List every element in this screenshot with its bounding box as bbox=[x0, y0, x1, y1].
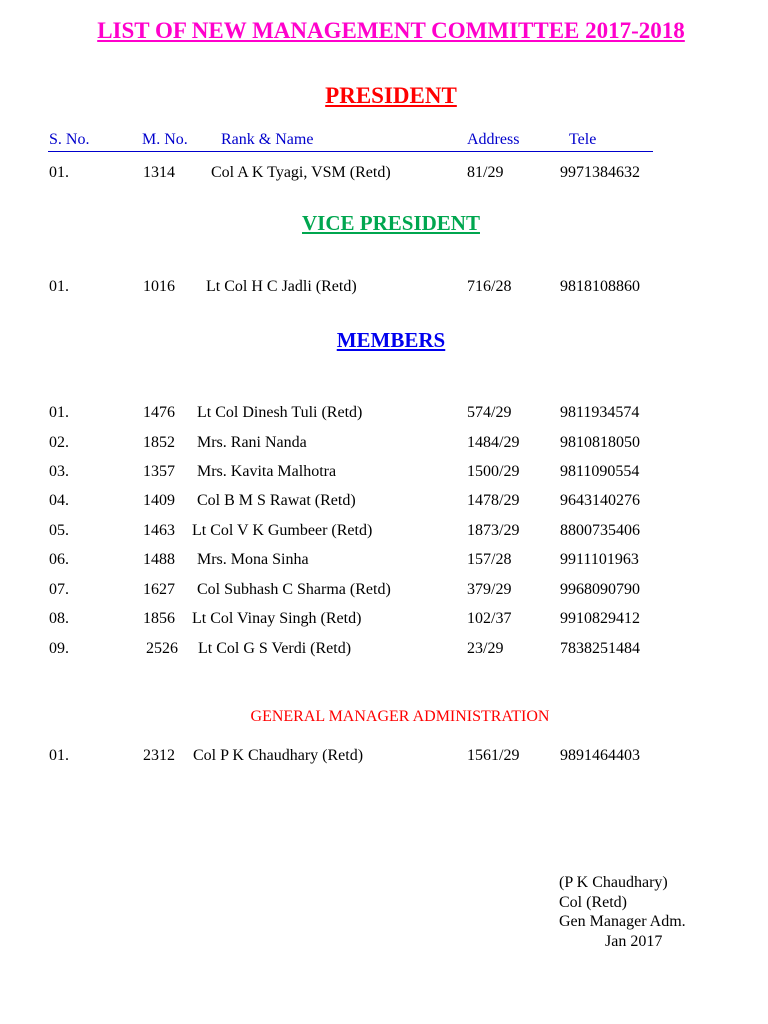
row-address: 716/28 bbox=[467, 278, 512, 295]
row-mno: 1852 bbox=[143, 434, 175, 451]
header-name: Rank & Name bbox=[221, 131, 314, 148]
row-address: 81/29 bbox=[467, 164, 504, 181]
row-sno: 01. bbox=[49, 164, 69, 181]
row-mno: 1476 bbox=[143, 404, 175, 421]
row-tele: 9810818050 bbox=[560, 434, 640, 451]
row-address: 23/29 bbox=[467, 640, 504, 657]
row-mno: 1314 bbox=[143, 164, 175, 181]
header-sno: S. No. bbox=[49, 131, 90, 148]
signature-block bbox=[559, 873, 686, 951]
row-mno: 2526 bbox=[146, 640, 178, 657]
row-sno: 07. bbox=[49, 581, 69, 598]
row-tele: 7838251484 bbox=[560, 640, 640, 657]
row-name: Col Subhash C Sharma (Retd) bbox=[197, 581, 391, 598]
signature-designation: Gen Manager Adm. bbox=[559, 913, 686, 930]
row-sno: 01. bbox=[49, 747, 69, 764]
row-sno: 08. bbox=[49, 610, 69, 627]
table-header bbox=[48, 131, 653, 152]
row-mno: 1488 bbox=[143, 551, 175, 568]
row-tele: 9968090790 bbox=[560, 581, 640, 598]
row-name: Mrs. Mona Sinha bbox=[197, 551, 309, 568]
member-row bbox=[0, 551, 768, 571]
row-name: Col P K Chaudhary (Retd) bbox=[193, 747, 364, 764]
row-name: Lt Col V K Gumbeer (Retd) bbox=[192, 522, 373, 539]
signature-name: (P K Chaudhary) bbox=[559, 874, 668, 891]
row-name: Lt Col H C Jadli (Retd) bbox=[206, 278, 357, 295]
row-sno: 03. bbox=[49, 463, 69, 480]
row-address: 157/28 bbox=[467, 551, 512, 568]
row-sno: 01. bbox=[49, 404, 69, 421]
member-row bbox=[0, 640, 768, 660]
row-address: 1500/29 bbox=[467, 463, 520, 480]
row-tele: 9818108860 bbox=[560, 278, 640, 295]
row-mno: 1627 bbox=[143, 581, 175, 598]
row-sno: 06. bbox=[49, 551, 69, 568]
members-heading: MEMBERS bbox=[336, 328, 446, 352]
row-tele: 9910829412 bbox=[560, 610, 640, 627]
row-sno: 01. bbox=[49, 278, 69, 295]
president-heading: PRESIDENT bbox=[325, 83, 457, 108]
row-name: Lt Col Vinay Singh (Retd) bbox=[192, 610, 362, 627]
row-tele: 9811090554 bbox=[560, 463, 640, 480]
member-row bbox=[0, 463, 768, 483]
row-address: 102/37 bbox=[467, 610, 512, 627]
row-name: Col A K Tyagi, VSM (Retd) bbox=[211, 164, 391, 181]
vice-president-row bbox=[0, 278, 768, 298]
row-tele: 9891464403 bbox=[560, 747, 640, 764]
row-tele: 9643140276 bbox=[560, 492, 640, 509]
row-name: Lt Col Dinesh Tuli (Retd) bbox=[197, 404, 363, 421]
row-sno: 09. bbox=[49, 640, 69, 657]
gm-heading: GENERAL MANAGER ADMINISTRATION bbox=[250, 708, 550, 725]
row-mno: 1016 bbox=[143, 278, 175, 295]
row-sno: 05. bbox=[49, 522, 69, 539]
row-mno: 2312 bbox=[143, 747, 175, 764]
row-tele: 9971384632 bbox=[560, 164, 640, 181]
row-address: 1561/29 bbox=[467, 747, 520, 764]
row-name: Lt Col G S Verdi (Retd) bbox=[198, 640, 352, 657]
row-address: 574/29 bbox=[467, 404, 512, 421]
vice-president-heading: VICE PRESIDENT bbox=[302, 211, 480, 235]
member-row bbox=[0, 610, 768, 630]
header-tele: Tele bbox=[569, 131, 597, 148]
header-mno: M. No. bbox=[142, 131, 188, 148]
member-row bbox=[0, 434, 768, 454]
row-address: 1873/29 bbox=[467, 522, 520, 539]
row-address: 1478/29 bbox=[467, 492, 520, 509]
row-mno: 1357 bbox=[143, 463, 175, 480]
row-address: 379/29 bbox=[467, 581, 512, 598]
member-row bbox=[0, 404, 768, 424]
row-tele: 8800735406 bbox=[560, 522, 640, 539]
president-row bbox=[0, 164, 768, 184]
gm-row bbox=[0, 747, 768, 767]
signature-rank: Col (Retd) bbox=[559, 893, 627, 911]
row-mno: 1856 bbox=[143, 610, 175, 627]
member-row bbox=[0, 581, 768, 601]
page-title: LIST OF NEW MANAGEMENT COMMITTEE 2017-2018 bbox=[97, 18, 685, 43]
row-sno: 02. bbox=[49, 434, 69, 451]
row-tele: 9811934574 bbox=[560, 404, 640, 421]
member-row bbox=[0, 492, 768, 512]
row-sno: 04. bbox=[49, 492, 69, 509]
row-name: Mrs. Kavita Malhotra bbox=[197, 463, 337, 480]
member-row bbox=[0, 522, 768, 542]
signature-date: Jan 2017 bbox=[605, 932, 663, 950]
header-address: Address bbox=[467, 131, 520, 148]
row-name: Mrs. Rani Nanda bbox=[197, 434, 307, 451]
row-tele: 9911101963 bbox=[560, 551, 639, 568]
row-address: 1484/29 bbox=[467, 434, 520, 451]
row-name: Col B M S Rawat (Retd) bbox=[197, 492, 356, 509]
row-mno: 1463 bbox=[143, 522, 175, 539]
row-mno: 1409 bbox=[143, 492, 175, 509]
